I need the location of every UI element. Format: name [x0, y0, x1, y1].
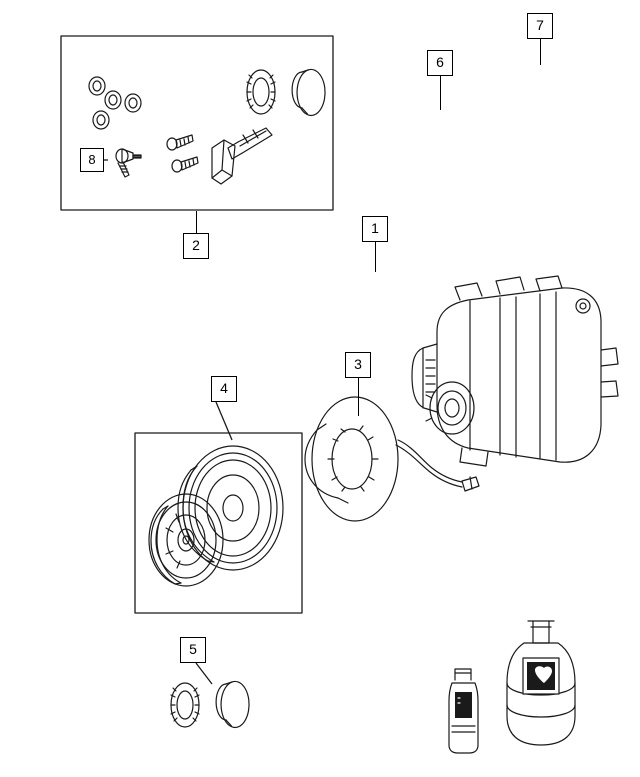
callout-8-bolt[interactable]: [80, 148, 104, 172]
callout-3-label: 3: [354, 356, 362, 372]
callout-8-label: 8: [88, 152, 96, 167]
refrigerant-oil-bottle: [449, 669, 478, 753]
callout-2-label: 2: [192, 237, 200, 253]
leader-line-7: [540, 39, 541, 65]
leader-line-6: [440, 76, 441, 110]
snap-ring-and-shim: [171, 681, 249, 727]
callout-6-label: 6: [436, 54, 444, 70]
callout-2-service-kit[interactable]: [183, 233, 209, 259]
leader-line-1: [375, 242, 376, 272]
leader-line-2: [196, 211, 197, 233]
callout-5-snap-ring[interactable]: [180, 637, 206, 663]
callout-6-refrigerant-oil[interactable]: [427, 50, 453, 76]
callout-7-refrigerant[interactable]: [527, 13, 553, 39]
clutch-field-coil: [305, 397, 398, 521]
callout-1-label: 1: [371, 220, 379, 236]
callout-3-coil[interactable]: [345, 352, 371, 378]
service-kit-box: [61, 36, 333, 210]
callout-5-label: 5: [189, 641, 197, 657]
callout-7-label: 7: [536, 17, 544, 33]
leader-line-3: [358, 378, 359, 416]
refrigerant-tank: [507, 621, 575, 745]
a-c-compressor: [412, 276, 618, 466]
callout-4-clutch[interactable]: [211, 376, 237, 402]
callout-4-label: 4: [220, 380, 228, 396]
clutch-plate-pulley-box: [135, 433, 302, 613]
callout-1-compressor[interactable]: [362, 216, 388, 242]
